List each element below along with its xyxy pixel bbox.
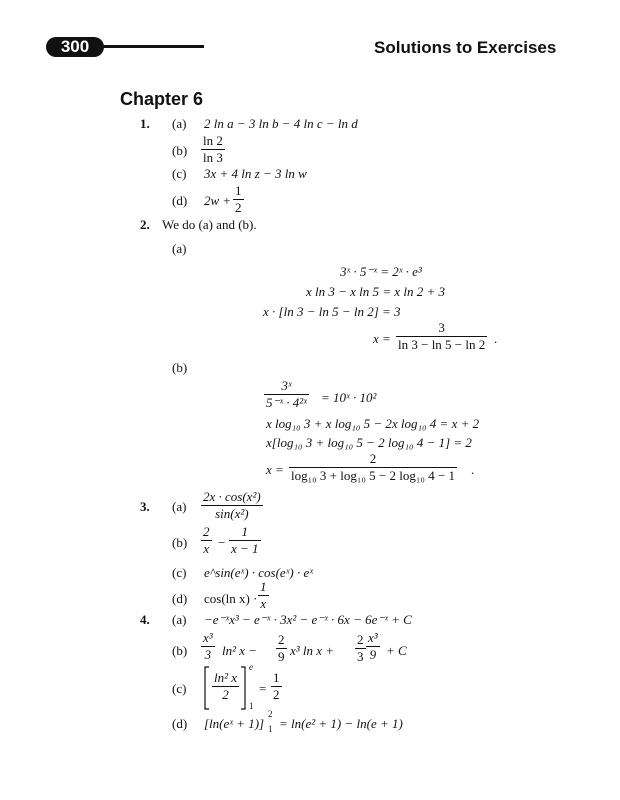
ex2-b-line4-period: . (471, 462, 475, 477)
ex4-a-label: (a) (172, 612, 187, 627)
ex4-c-result-fraction (271, 670, 282, 703)
ex2-b-line1-rhs: = 10ˣ · 10² (321, 390, 377, 405)
ex4-b-fraction3 (355, 632, 366, 665)
ex4-b-fraction2 (276, 632, 287, 665)
ex4-c-denominator: 2 (212, 686, 239, 703)
ex4-c-lower-limit: 1 (249, 701, 254, 711)
ex4-b-end: + C (386, 643, 407, 658)
ex4-c-equals: = (259, 681, 267, 696)
ex3-a-fraction (201, 489, 263, 522)
ex2-a-line4-lhs: x = (373, 331, 391, 346)
ex2-b-line2: x log₁₀ 3 + x log₁₀ 5 − 2x log₁₀ 4 = x + 2 (266, 416, 480, 431)
ex3-a-numerator: 2x · cos(x²) (203, 489, 261, 504)
page-number: 300 (60, 37, 90, 56)
exercise-4-number: 4. (140, 612, 150, 627)
ex2-a-line3: x · [ln 3 − ln 5 − ln 2] = 3 (263, 304, 401, 319)
ex3-b-numerator2: 1 (241, 524, 249, 539)
ex2-a-line2: x ln 3 − x ln 5 = x ln 2 + 3 (306, 284, 445, 299)
ex4-b-numerator4: x³ (368, 630, 378, 645)
ex4-b-fraction4 (366, 630, 380, 663)
ex3-b-denominator2: x − 1 (231, 541, 259, 556)
ex3-b-fraction1 (201, 524, 212, 557)
ex4-b-denominator4: 9 (366, 646, 380, 663)
ex2-a-line4-period: . (494, 331, 498, 346)
header-rule (100, 45, 204, 48)
ex2-b-line1-numerator: 3ˣ (281, 378, 292, 393)
ex1-c-label: (c) (172, 166, 187, 181)
ex2-a-line1: 3ˣ · 5⁻ˣ = 2ˣ · e³ (340, 264, 422, 279)
ex2-b-line4-denominator: log₁₀ 3 + log₁₀ 5 − 2 log₁₀ 4 − 1 (291, 468, 456, 483)
ex2-a-line4-denominator: ln 3 − ln 5 − ln 2 (398, 337, 486, 352)
ex4-d-upper-limit: 2 (268, 709, 273, 719)
ex4-b-denominator2: 9 (278, 649, 285, 664)
ex3-b-minus: − (218, 535, 226, 550)
page-number-badge (46, 37, 104, 57)
ex1-c-answer: 3x + 4 ln z − 3 ln w (204, 166, 307, 181)
exercise-2-number: 2. (140, 217, 150, 232)
ex3-d-prefix: cos(ln x) · (204, 591, 258, 606)
ex2-b-line4-numerator: 2 (369, 451, 377, 466)
running-title: Solutions to Exercises (374, 38, 557, 57)
ex4-b-denominator1: 3 (201, 646, 215, 663)
ex3-d-fraction (258, 579, 269, 612)
ex4-b-middle1: ln² x − (222, 643, 258, 658)
ex1-d-numerator: 1 (235, 183, 242, 198)
ex2-b-line4-lhs: x = (266, 462, 284, 477)
ex3-c-label: (c) (172, 565, 187, 580)
exercise-3-number: 3. (140, 499, 150, 514)
ex1-d-prefix: 2w + (204, 193, 232, 208)
ex4-b-numerator3: 2 (357, 632, 364, 647)
chapter-heading: Chapter 6 (120, 89, 204, 109)
ex2-a-line4-fraction (396, 320, 487, 353)
ex4-c-left-bracket (205, 667, 209, 709)
ex2-b-line4-fraction (289, 451, 457, 484)
ex1-a-label: (a) (172, 116, 187, 131)
ex3-a-label: (a) (172, 499, 187, 514)
ex4-c-fraction (212, 670, 239, 703)
ex1-d-label: (d) (172, 193, 188, 208)
ex4-b-fraction1 (201, 630, 215, 663)
ex4-d-lower-limit: 1 (268, 724, 273, 734)
ex2-b-line1-fraction (264, 378, 309, 411)
ex2-a-label: (a) (172, 241, 187, 256)
ex1-b-label: (b) (172, 143, 188, 158)
ex2-b-label: (b) (172, 360, 188, 375)
ex4-d-label: (d) (172, 716, 188, 731)
ex3-b-fraction2 (229, 524, 261, 557)
ex3-b-denominator1: x (201, 540, 212, 557)
ex4-b-middle2: x³ ln x + (290, 643, 335, 658)
ex4-c-label: (c) (172, 681, 187, 696)
ex1-b-denominator: ln 3 (203, 150, 223, 165)
ex1-d-fraction (233, 183, 244, 216)
ex4-d-bracket: [ln(eˣ + 1)] (204, 716, 265, 731)
ex4-c-result-denominator: 2 (273, 687, 280, 702)
exercise-1-number: 1. (140, 116, 150, 131)
ex1-d-denominator: 2 (235, 200, 242, 215)
ex4-d-rhs: = ln(e² + 1) − ln(e + 1) (279, 716, 403, 731)
ex3-a-denominator: sin(x²) (201, 505, 263, 522)
ex4-c-result-numerator: 1 (273, 670, 280, 685)
ex3-c-answer: e^sin(eˣ) · cos(eˣ) · eˣ (204, 565, 313, 580)
ex4-c-upper-limit: e (249, 662, 253, 672)
ex1-a-answer: 2 ln a − 3 ln b − 4 ln c − ln d (204, 116, 358, 131)
ex4-b-label: (b) (172, 643, 188, 658)
ex4-c-numerator: ln² x (214, 670, 238, 685)
ex4-a-answer: −e⁻ˣx³ − e⁻ˣ · 3x² − e⁻ˣ · 6x − 6e⁻ˣ + C (204, 612, 412, 627)
ex4-b-denominator3: 3 (357, 649, 364, 664)
ex3-d-numerator: 1 (260, 579, 267, 594)
ex1-b-numerator: ln 2 (203, 133, 223, 148)
ex4-c-right-bracket (241, 667, 245, 709)
ex3-d-denominator: x (258, 595, 269, 612)
ex3-b-label: (b) (172, 535, 188, 550)
ex2-intro: We do (a) and (b). (162, 217, 257, 232)
ex2-b-line3: x[log₁₀ 3 + log₁₀ 5 − 2 log₁₀ 4 − 1] = 2 (266, 435, 472, 450)
ex3-d-label: (d) (172, 591, 188, 606)
ex1-b-fraction (201, 133, 225, 166)
ex2-a-line4-numerator: 3 (438, 320, 445, 335)
ex2-b-line1-denominator: 5⁻ˣ · 4²ˣ (266, 395, 307, 410)
ex4-b-numerator1: x³ (203, 630, 213, 645)
ex3-b-numerator1: 2 (203, 524, 210, 539)
ex4-b-numerator2: 2 (278, 632, 285, 647)
